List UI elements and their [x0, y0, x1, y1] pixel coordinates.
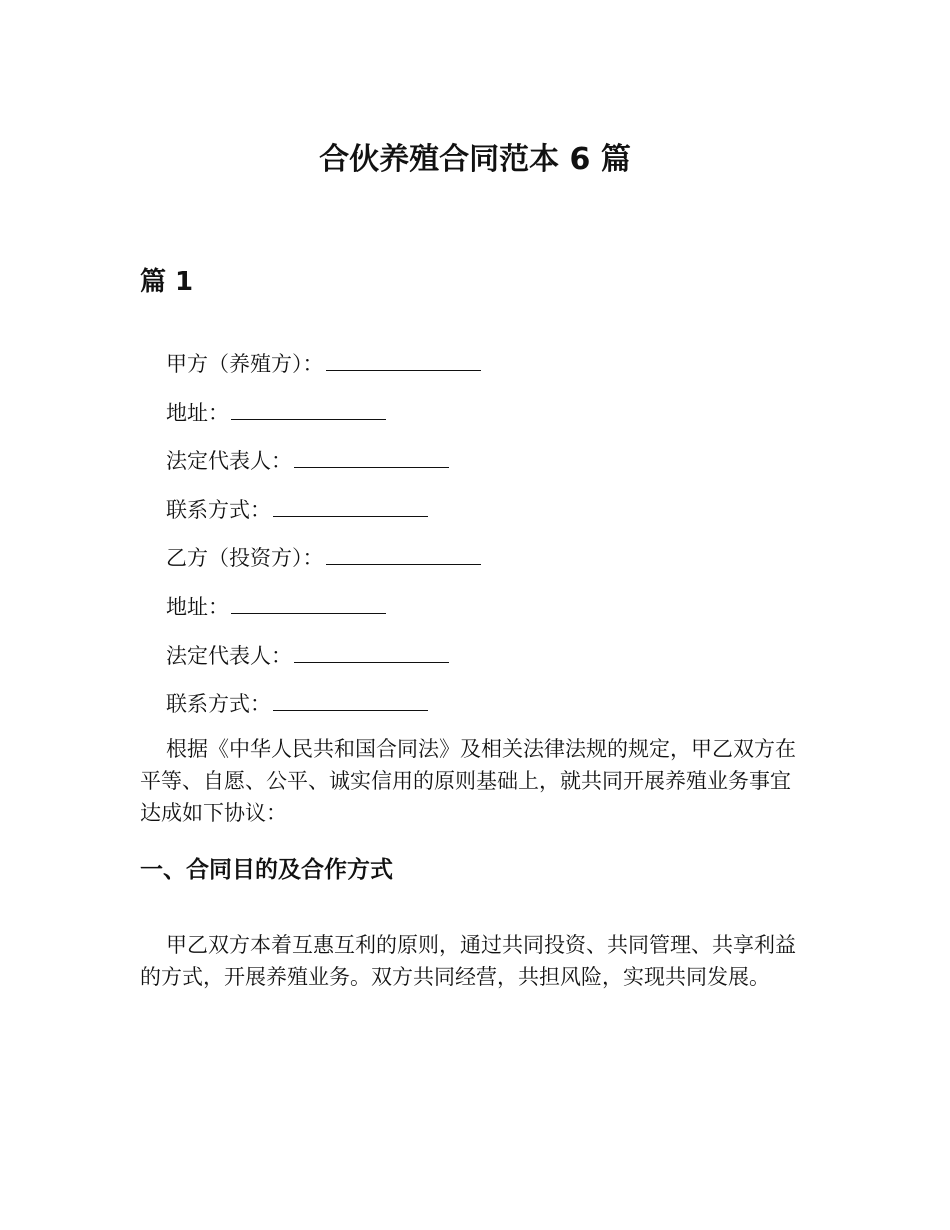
field-label: 甲方（养殖方）： — [166, 352, 324, 376]
field-label: 联系方式： — [166, 692, 271, 717]
field-label: 联系方式： — [166, 497, 271, 522]
party-info-fields — [166, 344, 481, 733]
party-b-address-field — [166, 587, 481, 636]
field-label: 法定代表人： — [166, 643, 292, 668]
party-a-contact-field — [166, 490, 481, 539]
clause-1-heading: 一、合同目的及合作方式 — [140, 857, 393, 883]
intro-paragraph: 根据《中华人民共和国合同法》及相关法律法规的规定，甲乙双方在平等、自愿、公平、诚实信用的原则基础上，就共同开展养殖业务事宜达成如下协议： — [140, 737, 796, 825]
party-b-contact-field — [166, 684, 481, 733]
field-label: 地址： — [166, 400, 229, 425]
party-a-representative-field — [166, 441, 481, 490]
fill-in-blank — [326, 344, 481, 371]
fill-in-blank — [231, 587, 386, 614]
document-title: 合伙养殖合同范本 6 篇 — [319, 142, 631, 177]
party-a-name-field — [166, 344, 481, 393]
fill-in-blank — [294, 636, 449, 663]
field-label: 法定代表人： — [166, 449, 292, 474]
fill-in-blank — [326, 538, 481, 565]
clause-1-body: 甲乙双方本着互惠互利的原则，通过共同投资、共同管理、共享利益的方式，开展养殖业务。双方共同经营，共担风险，实现共同发展。 — [140, 933, 796, 989]
fill-in-blank — [273, 490, 428, 517]
field-label: 地址： — [166, 594, 229, 619]
fill-in-blank — [273, 684, 428, 711]
field-label: 乙方（投资方）： — [166, 546, 324, 571]
party-b-name-field — [166, 538, 481, 587]
party-b-representative-field — [166, 636, 481, 685]
fill-in-blank — [294, 441, 449, 468]
fill-in-blank — [231, 393, 386, 420]
party-a-address-field — [166, 393, 481, 442]
section-heading: 篇 1 — [140, 267, 194, 297]
